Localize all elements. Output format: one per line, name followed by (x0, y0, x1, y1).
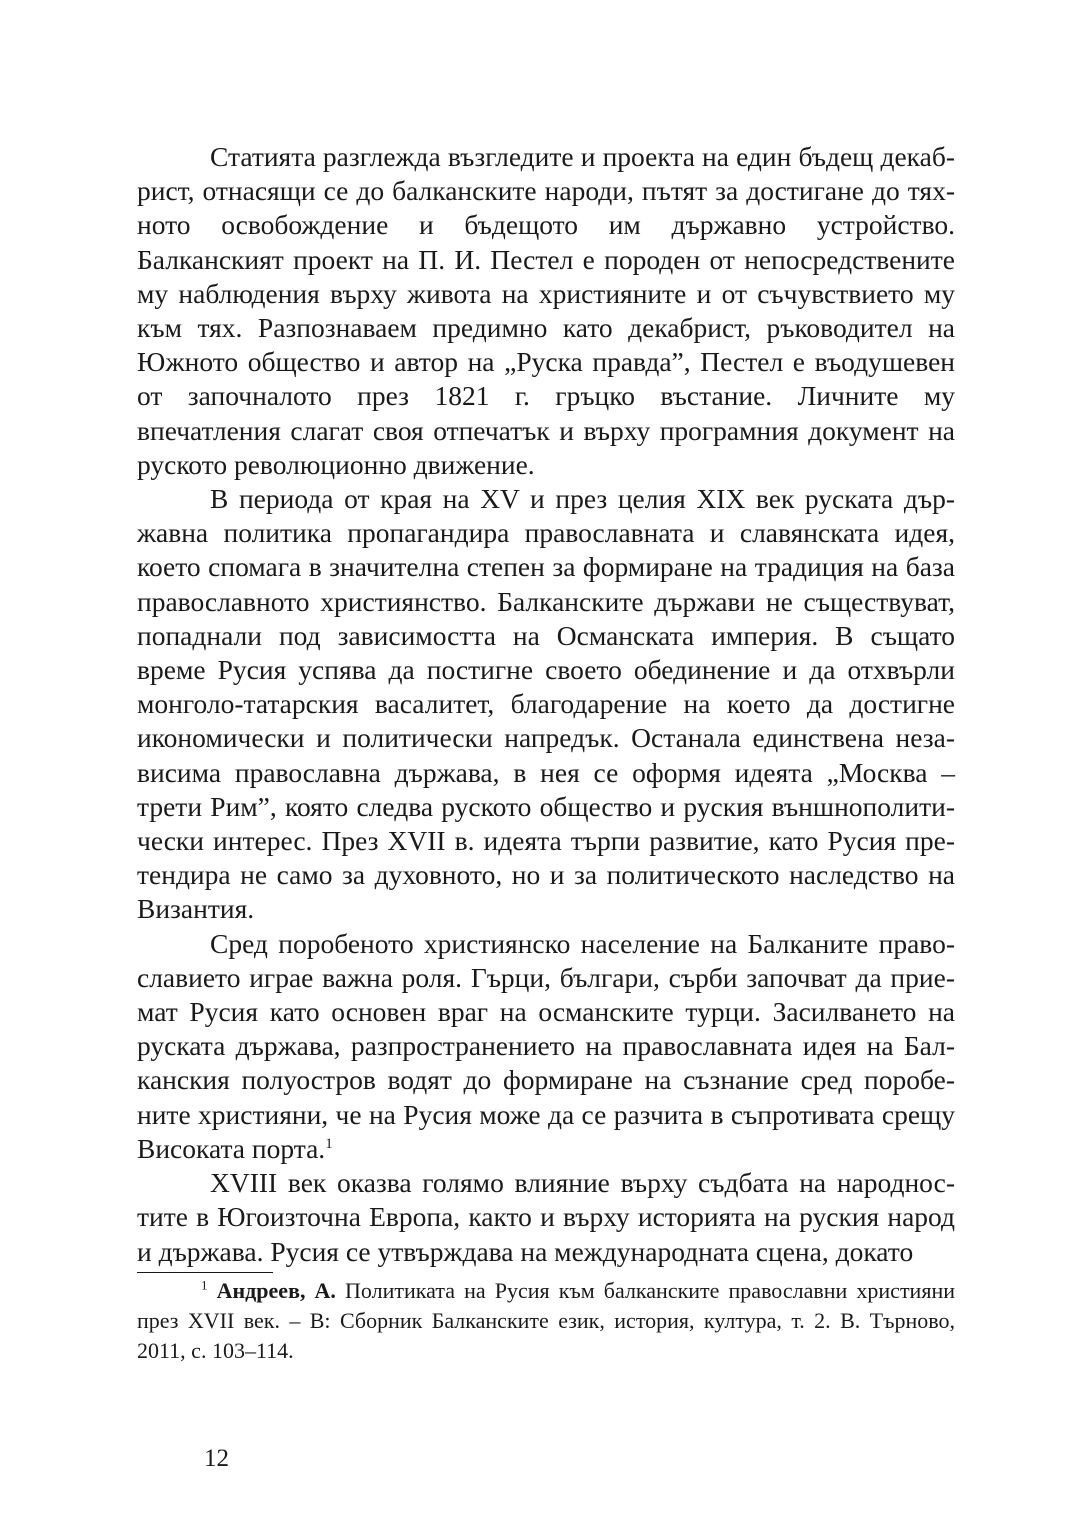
paragraph-3 (137, 927, 955, 1166)
footnote-author: Андреев, А. (216, 1278, 336, 1303)
paragraph-3-text: Сред поробеното християнско население на Балканите православието играе важна роля. Гърци, българи, сърби започват да приемат Русия като основен враг на османските турци. Засилването на руската държава, разпространението на православната идея на Балканския полуостров водят до формиране на съзнание сред поробените християни, че на Русия може да се разчита в съпротивата срещу Високата порта. (137, 927, 955, 1164)
footnote (137, 1276, 955, 1366)
footnote-separator (137, 1272, 273, 1273)
paragraph-1: Статията разглежда възгледите и проекта на един бъдещ декабрист, отнасящи се до балканските народи, пътят за достигане до тяхното освобождение и бъдещото им държавно устройство. Балканският проект на П. И. Пестел е породен от непосредствените му наблюдения върху живота на християните и от съчувствието му към тях. Разпознаваем предимно като декабрист, ръководител на Южното общество и автор на „Руска правда”, Пестел е въодушевен от започналото през 1821 г. гръцко въстание. Личните му впечатления слагат своя отпечатък и върху програмния документ на руското революционно движение. (137, 141, 955, 480)
footnote-reference[interactable]: 1 (325, 1135, 333, 1152)
page-body (137, 140, 955, 1269)
footnote-text: Политиката на Русия към балканските православни християни през XVII век. – В: Сборник Балканските език, история, култура, т. 2. В. Търново, 2011, с. 103–114. (137, 1278, 955, 1363)
footnote-number: 1 (201, 1277, 208, 1293)
paragraph-4: XVIII век оказва голямо влияние върху съдбата на народностите в Югоизточна Европа, както и върху историята на руския народ и държава. Русия се утвърждава на международната сцена, докато (137, 1167, 955, 1267)
page-number: 12 (204, 1445, 229, 1472)
paragraph-2: В периода от края на XV и през целия XIX век руската държавна политика пропагандира православната и славянската идея, което спомага в значителна степен за формиране на традиция на база православното християнство. Балканските държави не съществуват, попаднали под зависимостта на Османската империя. В същато време Русия успява да постигне своето обединение и да отхвърли монголо-татарския васалитет, благодарение на което да достигне икономически и политически напредък. Останала единствена независима православна държава, в нея се оформя идеята „Москва – трети Рим”, която следва руското общество и руския външнополитически интерес. През XVII в. идеята търпи развитие, като Русия претендира не само за духовното, но и за политическото наследство на Византия. (137, 483, 955, 925)
